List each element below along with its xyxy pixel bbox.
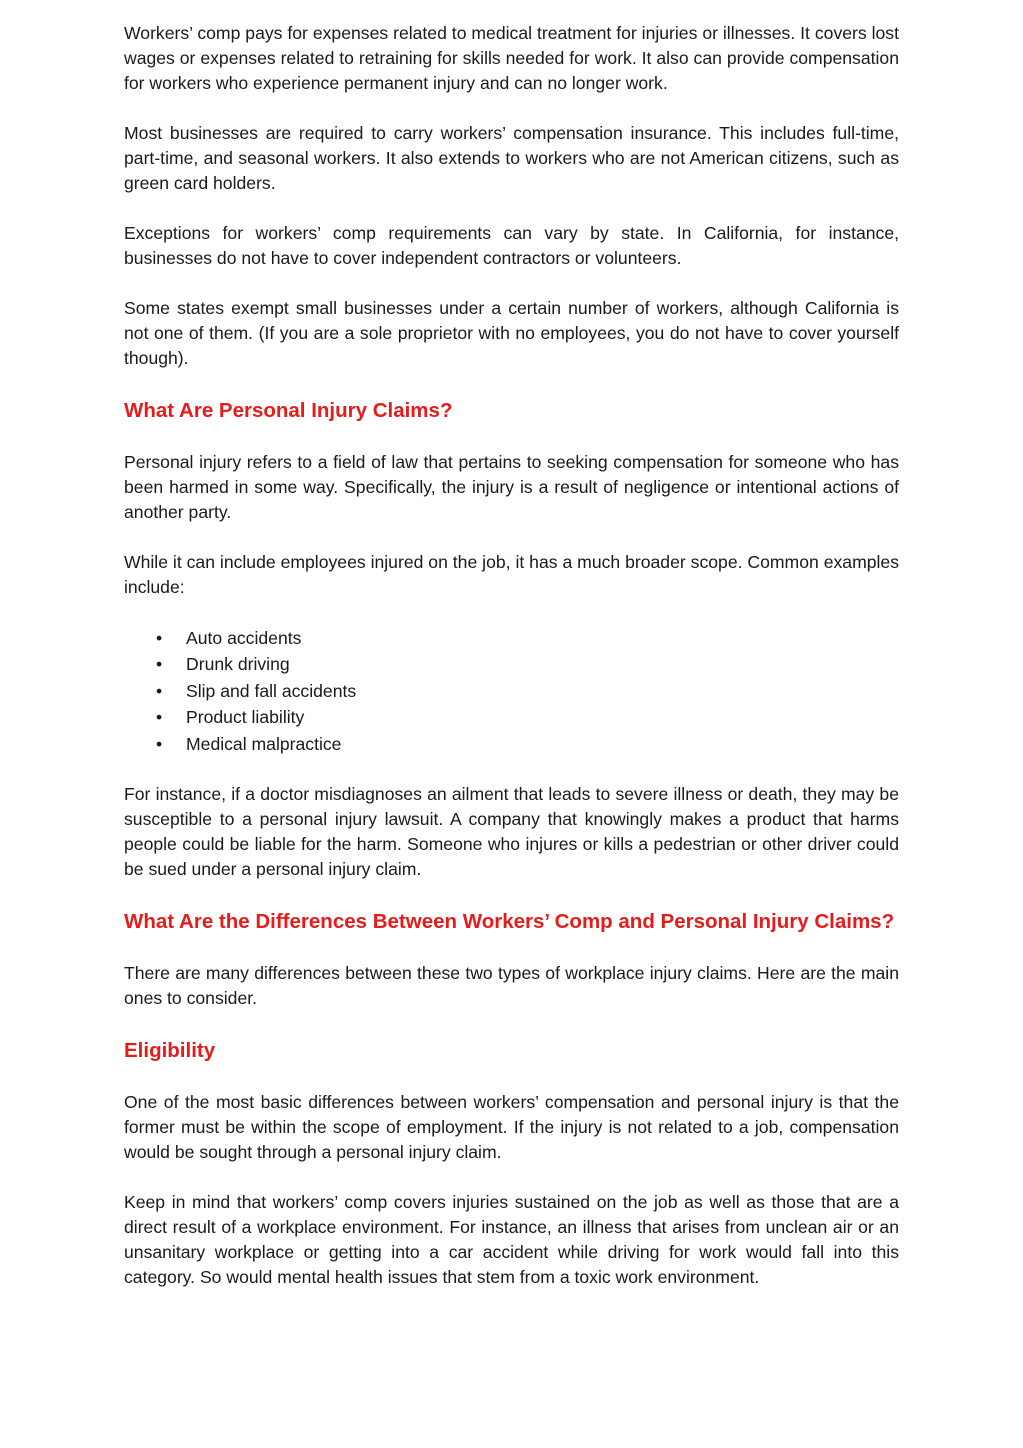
bullet-icon: •	[156, 707, 163, 728]
list-item	[124, 678, 899, 704]
intro-paragraph-2: Most businesses are required to carry workers’ compensation insurance. This includes full-time, part-time, and seasonal workers. It also extends to workers who are not American citizens, such as green card holders.	[124, 123, 899, 193]
list-item-text: Slip and fall accidents	[186, 680, 357, 701]
bullet-icon: •	[156, 654, 163, 675]
differences-paragraph: There are many differences between these two types of workplace injury claims. Here are the main ones to consider.	[124, 963, 899, 1009]
personal-injury-paragraph-1: Personal injury refers to a field of law that pertains to seeking compensation for someone who has been harmed in some way. Specifically, the injury is a result of negligence or intentional actions of another party.	[124, 452, 899, 522]
heading-personal-injury-claims: What Are Personal Injury Claims?	[124, 399, 453, 422]
bullet-icon: •	[156, 628, 163, 648]
eligibility-paragraph-2: Keep in mind that workers’ comp covers injuries sustained on the job as well as those that are a direct result of a workplace environment. For instance, an illness that arises from unclean air or an unsanitary workplace or getting into a car accident while driving for work would fall into this category. So would mental health issues that stem from a toxic work environment.	[124, 1192, 899, 1288]
list-item-text: Product liability	[186, 707, 305, 728]
intro-paragraph-3: Exceptions for workers’ comp requirements can vary by state. In California, for instance, businesses do not have to cover independent contractors or volunteers.	[124, 223, 899, 268]
list-item	[124, 704, 899, 730]
intro-paragraph-1: Workers’ comp pays for expenses related to medical treatment for injuries or illnesses. It covers lost wages or expenses related to retraining for skills needed for work. It also can provide compensation for workers who experience permanent injury and can no longer work.	[124, 23, 899, 93]
list-item	[124, 651, 899, 677]
eligibility-paragraph-1: One of the most basic differences between workers’ compensation and personal injury is that the former must be within the scope of employment. If the injury is not related to a job, compensation would be sought through a personal injury claim.	[124, 1092, 899, 1163]
personal-injury-paragraph-2: While it can include employees injured on the job, it has a much broader scope. Common examples include:	[124, 552, 899, 597]
personal-injury-closing-paragraph: For instance, if a doctor misdiagnoses an ailment that leads to severe illness or death, they may be susceptible to a personal injury lawsuit. A company that knowingly makes a product that harms people could be liable for the harm. Someone who injures or kills a pedestrian or other driver could be sued under a personal injury claim.	[124, 784, 899, 880]
bullet-icon: •	[156, 733, 163, 754]
intro-paragraph-4: Some states exempt small businesses under a certain number of workers, although California is not one of them. (If you are a sole proprietor with no employees, you do not have to cover yourself though).	[124, 298, 899, 368]
document-page	[124, 21, 899, 1315]
list-item-text: Medical malpractice	[186, 733, 342, 754]
heading-differences: What Are the Differences Between Workers’ Comp and Personal Injury Claims?	[124, 910, 895, 934]
bullet-icon: •	[156, 680, 163, 701]
list-item-text: Auto accidents	[186, 628, 302, 648]
heading-eligibility: Eligibility	[124, 1039, 216, 1063]
list-item	[124, 625, 899, 651]
examples-list	[124, 625, 899, 757]
list-item-text: Drunk driving	[186, 654, 290, 675]
list-item	[124, 731, 899, 757]
